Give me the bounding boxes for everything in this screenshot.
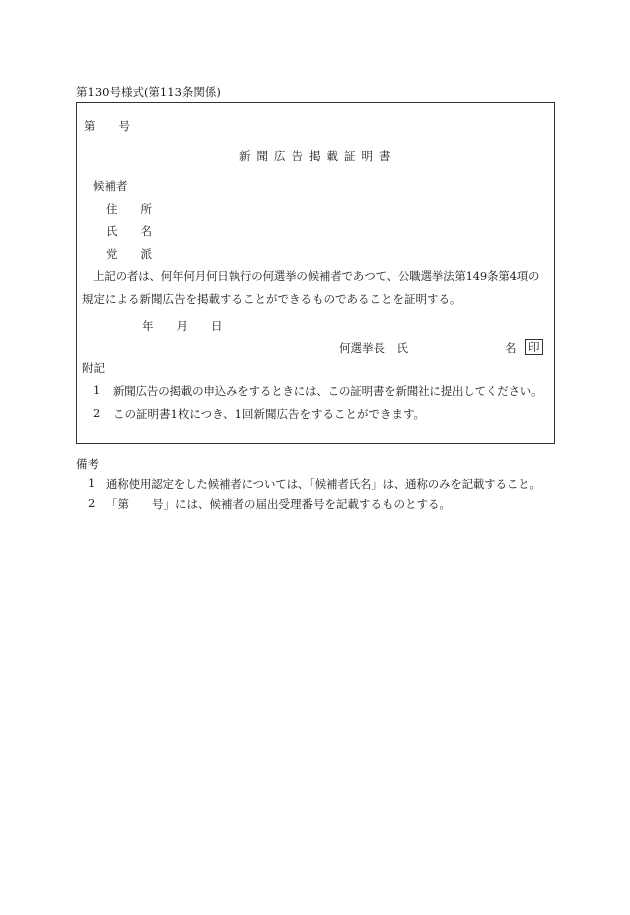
form-number-heading: 第130号様式(第113条関係) bbox=[76, 85, 221, 99]
date-line: 年 月 日 bbox=[142, 319, 223, 333]
appendix-title: 附記 bbox=[82, 361, 105, 375]
note-item-text: 「第 号」には、候補者の届出受理番号を記載するものとする。 bbox=[106, 497, 451, 511]
certification-text-line-2: 規定による新聞広告を掲載することができるものであることを証明する。 bbox=[82, 292, 462, 306]
certificate-title: 新聞広告掲載証明書 bbox=[239, 149, 397, 163]
party-label: 党 派 bbox=[106, 247, 152, 261]
note-item-number: 2 bbox=[88, 496, 96, 510]
appendix-item-text: 新聞広告の掲載の申込みをするときには、この証明書を新聞社に提出してください。 bbox=[113, 384, 543, 398]
official-name-suffix: 名 bbox=[505, 341, 517, 355]
note-item-number: 1 bbox=[88, 476, 96, 490]
appendix-item-number: 2 bbox=[93, 406, 101, 420]
address-label: 住 所 bbox=[106, 202, 152, 216]
certification-text-line-1: 上記の者は、何年何月何日執行の何選挙の候補者であつて、公職選挙法第149条第4項の bbox=[93, 269, 540, 283]
certificate-number-label: 第 号 bbox=[84, 119, 130, 133]
notes-title: 備考 bbox=[76, 457, 99, 471]
note-item-text: 通称使用認定をした候補者については、「候補者氏名」は、通称のみを記載すること。 bbox=[106, 477, 541, 491]
seal-text: 印 bbox=[525, 339, 543, 355]
election-official-label: 何選挙長 氏 bbox=[339, 341, 408, 355]
appendix-item-text: この証明書1枚につき、1回新聞広告をすることができます。 bbox=[113, 407, 426, 421]
seal-mark bbox=[525, 339, 543, 355]
appendix-item-number: 1 bbox=[93, 383, 101, 397]
candidate-label: 候補者 bbox=[93, 179, 128, 193]
name-label: 氏 名 bbox=[106, 224, 152, 238]
